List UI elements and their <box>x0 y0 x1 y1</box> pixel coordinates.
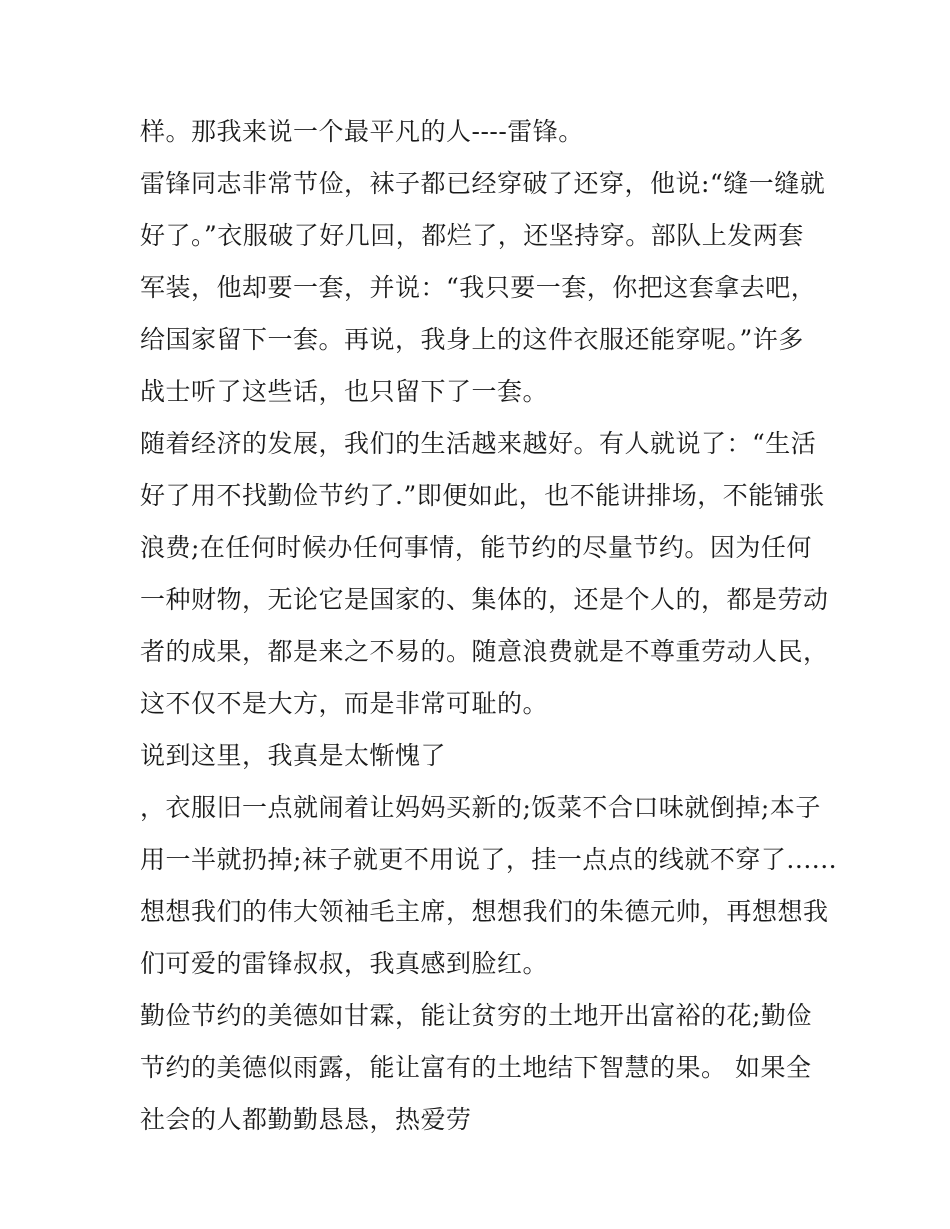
text-line: 想想我们的伟大领袖毛主席，想想我们的朱德元帅，再想想我 <box>140 897 829 926</box>
text-line: 用一半就扔掉;袜子就更不用说了，挂一点点的线就不穿了...... <box>140 845 838 874</box>
text-line: 社会的人都勤勤恳恳，热爱劳 <box>140 1105 472 1134</box>
text-line: ，衣服旧一点就闹着让妈妈买新的;饭菜不合口味就倒掉;本子 <box>140 793 821 822</box>
text-line: 浪费;在任何时候办任何事情，能节约的尽量节约。因为任何 <box>140 533 812 562</box>
text-line: 勤俭节约的美德如甘霖，能让贫穷的土地开出富裕的花;勤俭 <box>140 1001 812 1030</box>
text-line: 说到这里，我真是太惭愧了 <box>140 741 447 770</box>
text-line: 们可爱的雷锋叔叔，我真感到脸红。 <box>140 949 549 978</box>
text-line: 好了用不找勤俭节约了.”即便如此，也不能讲排场，不能铺张 <box>140 481 825 510</box>
text-line: 给国家留下一套。再说，我身上的这件衣服还能穿呢。”许多 <box>140 325 804 354</box>
text-line: 随着经济的发展，我们的生活越来越好。有人就说了：“生活 <box>140 429 817 458</box>
text-line: 样。那我来说一个最平凡的人----雷锋。 <box>140 117 584 146</box>
text-line: 这不仅不是大方，而是非常可耻的。 <box>140 689 549 718</box>
text-line: 好了。”衣服破了好几回，都烂了，还坚持穿。部队上发两套 <box>140 221 804 250</box>
text-line: 节约的美德似雨露，能让富有的土地结下智慧的果。 如果全 <box>140 1053 812 1082</box>
document-body <box>140 106 838 1146</box>
text-line: 者的成果，都是来之不易的。随意浪费就是不尊重劳动人民， <box>140 637 829 666</box>
text-line: 战士听了这些话，也只留下了一套。 <box>140 377 549 406</box>
text-line: 军装，他却要一套，并说：“我只要一套，你把这套拿去吧， <box>140 273 817 302</box>
text-line: 雷锋同志非常节俭，袜子都已经穿破了还穿，他说:“缝一缝就 <box>140 169 826 198</box>
text-line: 一种财物，无论它是国家的、集体的，还是个人的，都是劳动 <box>140 585 829 614</box>
